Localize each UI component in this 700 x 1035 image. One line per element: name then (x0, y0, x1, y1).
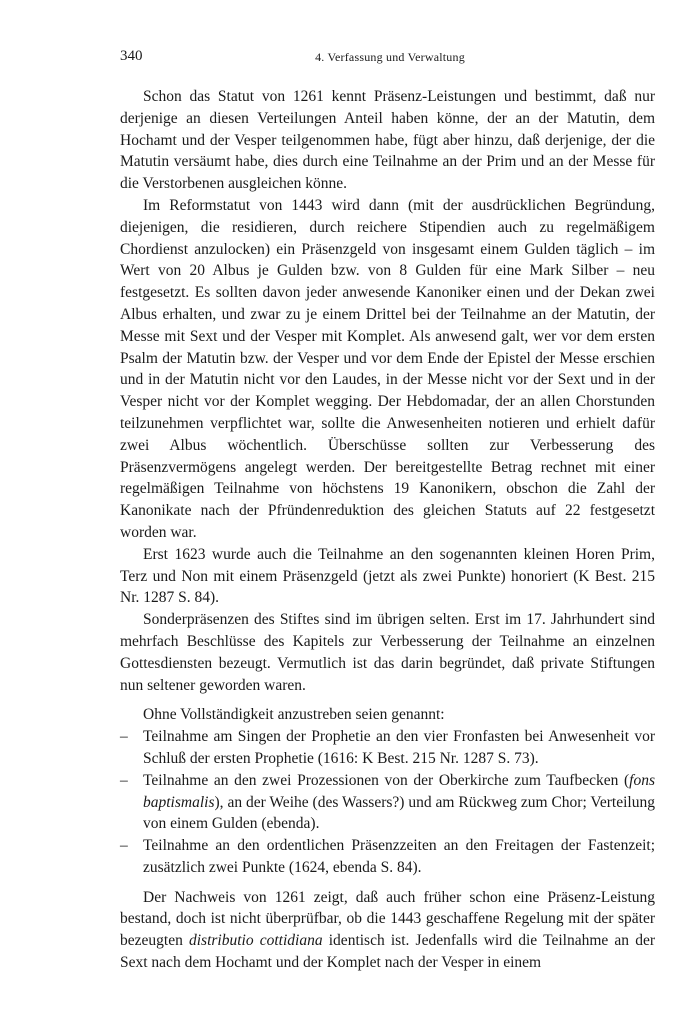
list-item-italic-term: fons baptismalis (143, 771, 655, 811)
special-presence-list (120, 726, 655, 879)
list-item (120, 770, 655, 835)
list-item-text: Teilnahme an den ordentlichen Präsenzzeiten an den Freitagen der Fastenzeit; zusätzlich zwei Punkte (1624, ebenda S. 84). (143, 837, 655, 876)
paragraph-text: Der Nachweis von 1261 zeigt, daß auch früher schon eine Präsenz-Leistung bestand, doch ist nicht überprüfbar, ob die 1443 geschaffene Regelung mit der später bezeugten (120, 888, 655, 950)
list-item (120, 726, 655, 770)
paragraph-text: identisch ist. Jedenfalls wird die Teilnahme an der Sext nach dem Hochamt und der Komplet nach der Vesper in einem (120, 932, 655, 972)
list-dash: – (120, 771, 128, 789)
page-header (120, 48, 660, 70)
list-item-text: ), an der Weihe (des Wassers?) und am Rückweg zum Chor; Verteilung von einem Gulden (ebenda). (143, 793, 655, 833)
list-dash: – (120, 837, 128, 855)
list-item-text: Teilnahme am Singen der Prophetie an den vier Fronfasten bei Anwesenheit vor Schluß der ersten Prophetie (1616: K Best. 215 Nr. 1287 S. 73). (143, 728, 655, 767)
list-item (120, 835, 655, 879)
paragraph-special-presences: Sonderpräsenzen des Stiftes sind im übrigen selten. Erst im 17. Jahrhundert sind mehrfach Beschlüsse des Kapitels zur Verbesserung der Teilnahme an einzelnen Gottesdiensten bezeugt. Vermutlich ist das darin begründet, daß private Stiftungen nun seltener geworden waren. (120, 611, 655, 694)
paragraph-small-hours-1623: Erst 1623 wurde auch die Teilnahme an den sogenannten kleinen Horen Prim, Terz und Non mit einem Präsenzgeld (jetzt als zwei Punkte) honoriert (K Best. 215 Nr. 1287 S. 84). (120, 545, 655, 607)
paragraph-statute-1261: Schon das Statut von 1261 kennt Präsenz-Leistungen und bestimmt, daß nur derjenige an diesen Verteilungen Anteil haben könne, der an der Matutin, dem Hochamt und der Vesper teilgenommen habe, fügt aber hinzu, daß derjenige, der die Matutin versäumt habe, dies durch eine Teilnahme an der Prim und an der Messe für die Verstorbenen ausgleichen könne. (120, 88, 655, 193)
italic-term: distributio cottidiana (188, 932, 323, 950)
paragraph-list-intro: Ohne Vollständigkeit anzustreben seien genannt: (143, 706, 445, 724)
paragraph-reform-statute-1443: Im Reformstatut von 1443 wird dann (mit der ausdrücklichen Begründung, diejenigen, die residieren, durch reichere Stipendien auch zu regelmäßigem Chordienst anzulocken) ein Präsenzgeld von insgesamt einem Gulden täglich – im Wert von 20 Albus je Gulden bzw. von 8 Gulden für eine Mark Silber – neu festgesetzt. Es sollten davon jeder anwesende Kanoniker einen und der Dekan zwei Albus erhalten, und zwar zu je einem Drittel bei der Teilnahme an der Matutin, der Messe mit Sext und der Vesper mit Komplet. Als anwesend galt, wer vor dem ersten Psalm der Matutin bzw. der Vesper und vor dem Ende der Epistel der Messe erschien und in der Matutin nicht vor den Laudes, in der Messe nicht vor der Sext und in der Vesper nicht vor der Komplet wegging. Der Hebdomadar, der an allen Chorstunden teilzunehmen verpflichtet war, sollte die Anwesenheiten notieren und erhielt dafür zwei Albus wöchentlich. Überschüsse sollten zur Verbesserung des Präsenzvermögens angelegt werden. Der bereitgestellte Betrag rechnet mit einer regelmäßigen Teilnahme von höchstens 19 Kanonikern, obschon die Zahl der Kanonikate nach der Pfründenreduktion des gleichen Statuts auf 22 festgesetzt worden war. (120, 196, 655, 541)
list-item-text: Teilnahme an den zwei Prozessionen von der Oberkirche zum Taufbecken ( (143, 771, 630, 789)
list-dash: – (120, 728, 128, 746)
paragraph-evidence-1261 (120, 887, 655, 974)
page-number: 340 (120, 48, 143, 64)
body-text (120, 86, 655, 974)
running-head: 4. Verfassung und Verwaltung (315, 50, 465, 64)
